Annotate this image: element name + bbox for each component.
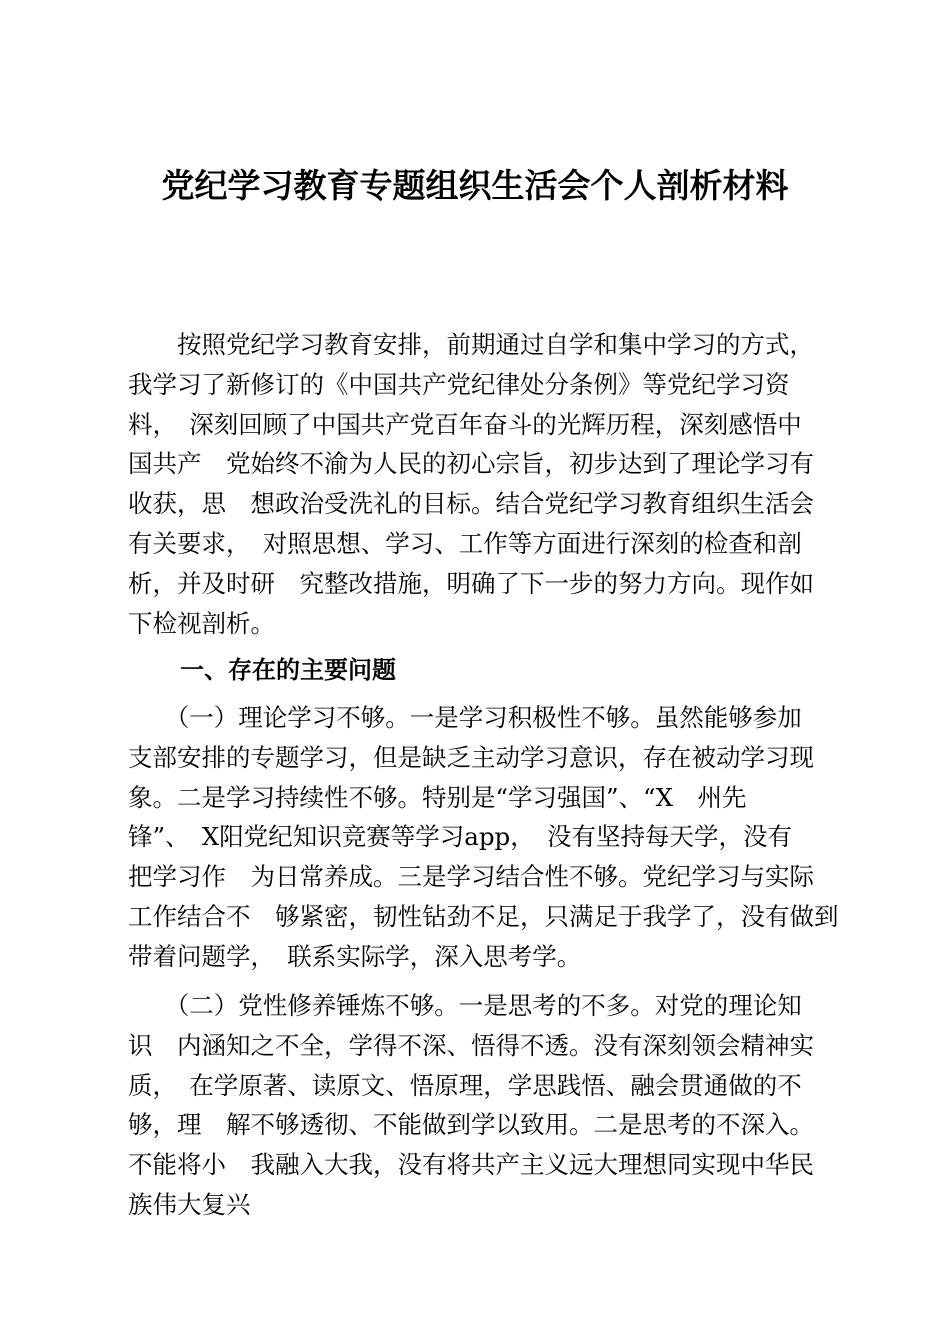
text-line: 我学习了新修订的《中国共产党纪律处分条例》等党纪学习资: [128, 369, 790, 399]
text-line: 质， 在学原著、读原文、悟原理，学思践悟、融会贯通做的不: [128, 1070, 802, 1100]
text-line: 料， 深刻回顾了中国共产党百年奋斗的光辉历程，深刻感悟中: [128, 409, 802, 439]
text-line: 析，并及时研 究整改措施，明确了下一步的努力方向。现作如: [128, 568, 814, 598]
text-line: 够，理 解不够透彻、不能做到学以致用。二是思考的不深入。: [128, 1110, 814, 1140]
text-line: 象。二是学习持续性不够。特别是“学习强国”、“X 州先: [128, 782, 747, 812]
text-line: 带着问题学， 联系实际学，深入思考学。: [128, 941, 582, 971]
intro-paragraph: [128, 325, 833, 643]
text-line: 下检视剖析。: [128, 608, 275, 638]
text-line: 支部安排的专题学习，但是缺乏主动学习意识，存在被动学习现: [128, 742, 814, 772]
theory-study-paragraph: [128, 698, 839, 977]
text-line: （一）理论学习不够。一是学习积极性不够。虽然能够参加: [128, 703, 802, 732]
document-title: 党纪学习教育专题组织生活会个人剖析材料: [161, 166, 789, 205]
text-line: 族伟大复兴: [128, 1189, 251, 1219]
text-line: 收获，思 想政治受洗礼的目标。结合党纪学习教育组织生活会: [128, 489, 814, 519]
text-line: 国共产 党始终不渝为人民的初心宗旨，初步达到了理论学习有: [128, 449, 814, 479]
text-line: 按照党纪学习教育安排，前期通过自学和集中学习的方式，: [128, 330, 814, 359]
text-line: 工作结合不 够紧密，韧性钻劲不足，只满足于我学了，没有做到: [128, 901, 839, 931]
text-line: 把学习作 为日常养成。三是学习结合性不够。党纪学习与实际: [128, 862, 814, 892]
text-line: （二）党性修养锤炼不够。一是思考的不多。对党的理论知: [128, 991, 802, 1020]
text-line: 锋”、 X阳党纪知识竞赛等学习app， 没有坚持每天学，没有: [128, 822, 792, 852]
section-heading: 一、存在的主要问题: [180, 656, 396, 684]
text-line: 不能将小 我融入大我，没有将共产主义远大理想同实现中华民: [128, 1150, 814, 1180]
text-line: 识 内涵知之不全，学得不深、悟得不透。没有深刻领会精神实: [128, 1030, 814, 1060]
party-spirit-paragraph: [128, 986, 833, 1225]
text-line: 有关要求， 对照思想、学习、工作等方面进行深刻的检查和剖: [128, 528, 802, 558]
